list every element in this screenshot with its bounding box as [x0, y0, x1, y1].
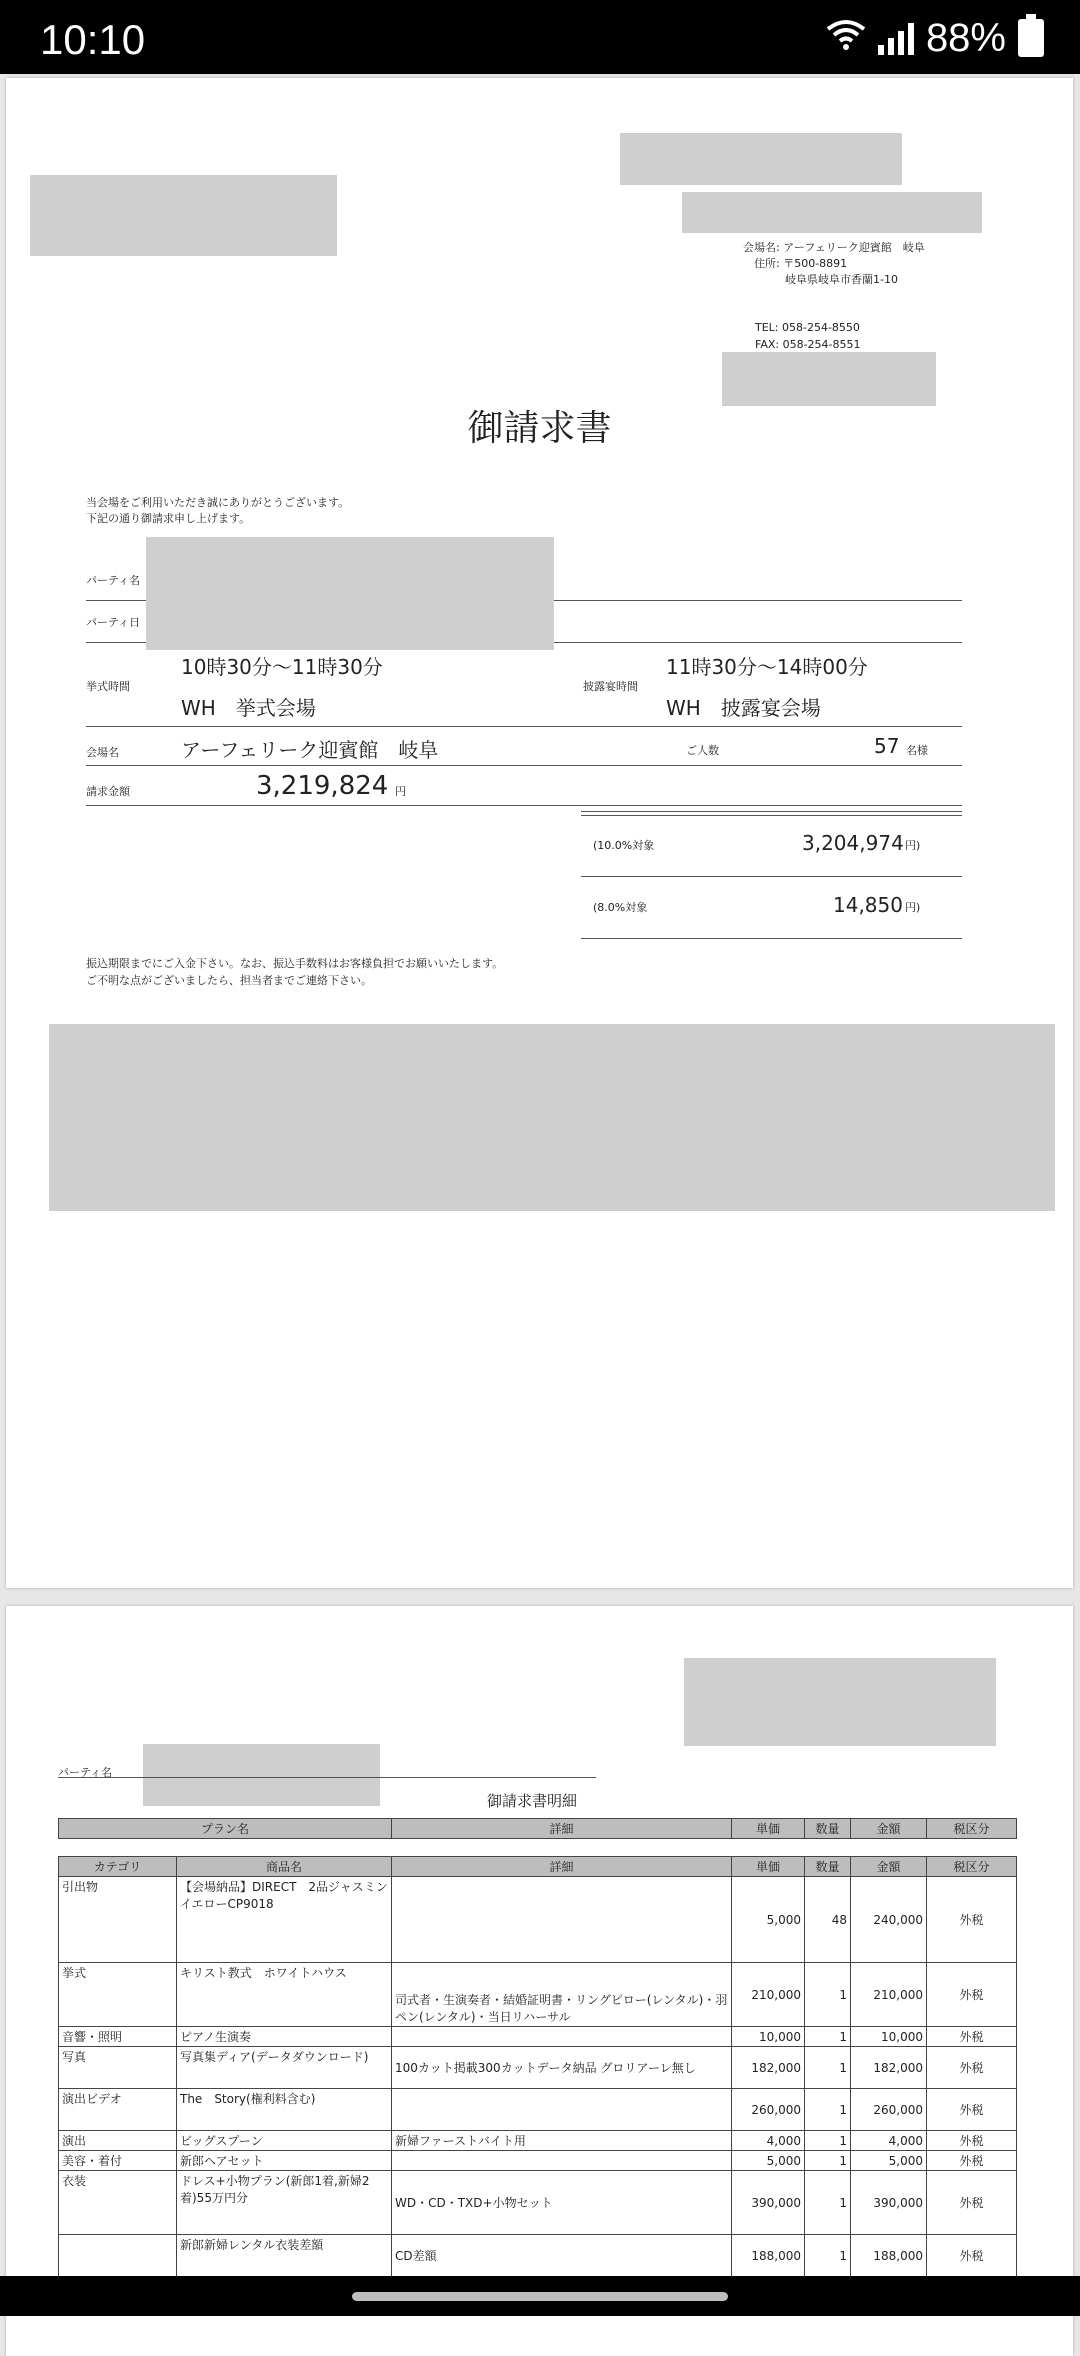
detail-page — [6, 1606, 1073, 2356]
redacted-block — [143, 1744, 380, 1806]
navigation-bar — [0, 2276, 1080, 2316]
column-header: 詳細 — [392, 1857, 732, 1877]
reception-time-label: 披露宴時間 — [583, 680, 638, 693]
venue-name: アーフェリーク迎賓館 岐阜 — [181, 738, 439, 762]
tax8-label: (8.0%対象 — [593, 901, 648, 914]
table-row: 衣装 ドレス+小物プラン(新郎1着,新婦2着)55万円分 WD・CD・TXD+小物セット 390,000 1 390,000 外税 — [59, 2171, 1017, 2235]
table-row: 写真 写真集ディア(データダウンロード) 100カット掲載300カットデータ納品 グロリアーレ無し 182,000 1 182,000 外税 — [59, 2047, 1017, 2089]
tax8-yen: 円) — [905, 901, 921, 914]
tax10-amount: 3,204,974 — [802, 831, 904, 855]
venue-line: 会場名: アーフェリーク迎賓館 岐阜 — [743, 241, 925, 254]
ceremony-time-label: 挙式時間 — [86, 680, 130, 693]
tel: TEL: 058-254-8550 — [755, 321, 860, 334]
column-header: 単価 — [732, 1857, 805, 1877]
greeting-line: 当会場をご利用いただき誠にありがとうございます。 — [86, 496, 350, 509]
redacted-block — [682, 192, 982, 233]
signal-icon — [878, 21, 914, 55]
redacted-block — [30, 175, 337, 256]
guests-unit: 名様 — [906, 744, 928, 757]
column-header: 商品名 — [177, 1857, 392, 1877]
greeting-line-2: 下記の通り御請求申し上げます。 — [86, 512, 251, 525]
detail-title: 御請求書明細 — [487, 1792, 578, 1810]
guests-label: ご人数 — [686, 744, 719, 757]
table-row: 引出物 【会場納品】DIRECT 2品ジャスミンイエローCP9018 5,000 48 240,000 外税 — [59, 1877, 1017, 1963]
status-time: 10:10 — [40, 16, 146, 63]
column-header: 数量 — [805, 1857, 851, 1877]
plan-header-table — [58, 1818, 1017, 1839]
plan-header: 金額 — [851, 1819, 927, 1839]
table-row: 美容・着付 新郎ヘアセット 5,000 1 5,000 外税 — [59, 2151, 1017, 2171]
column-header: カテゴリ — [59, 1857, 177, 1877]
table-row: 新郎新婦レンタル衣装差額 CD差額 188,000 1 188,000 外税 — [59, 2235, 1017, 2277]
party-date-label: パーティ日 — [86, 616, 141, 629]
note-line: 振込期限までにご入金下さい。なお、振込手数料はお客様負担でお願いいたします。 — [86, 957, 504, 970]
plan-header: プラン名 — [59, 1819, 392, 1839]
invoice-page — [6, 78, 1073, 1588]
fax: FAX: 058-254-8551 — [755, 338, 861, 351]
table-row: 演出 ビッグスプーン 新婦ファーストバイト用 4,000 1 4,000 外税 — [59, 2131, 1017, 2151]
detail-table — [58, 1856, 1017, 2277]
tax10-yen: 円) — [905, 839, 921, 852]
status-icons — [826, 16, 1044, 60]
redacted-block — [146, 537, 554, 650]
column-header: 税区分 — [927, 1857, 1017, 1877]
home-gesture-handle[interactable] — [352, 2292, 728, 2301]
redacted-block — [684, 1658, 996, 1746]
invoice-amount: 3,219,824 — [256, 771, 389, 801]
table-row: 演出ビデオ The Story(権利料含む) 260,000 1 260,000 外税 — [59, 2089, 1017, 2131]
address-line: 住所: 〒500-8891 — [754, 257, 848, 270]
invoice-title: 御請求書 — [467, 408, 612, 449]
reception-place: WH 披露宴会場 — [666, 696, 821, 720]
plan-header: 数量 — [805, 1819, 851, 1839]
wifi-icon — [826, 16, 866, 61]
tax10-label: (10.0%対象 — [593, 839, 655, 852]
plan-header: 詳細 — [392, 1819, 732, 1839]
status-bar — [0, 0, 1080, 74]
redacted-block — [722, 352, 936, 406]
tax8-amount: 14,850 — [833, 893, 903, 917]
plan-header: 単価 — [732, 1819, 805, 1839]
battery-icon — [1018, 19, 1044, 57]
plan-header: 税区分 — [927, 1819, 1017, 1839]
yen: 円 — [395, 785, 406, 798]
venue-label: 会場名 — [86, 746, 119, 759]
party-name-label: パーティ名 — [86, 574, 141, 587]
guest-count: 57 — [874, 734, 900, 758]
redacted-block — [620, 133, 902, 185]
reception-time: 11時30分～14時00分 — [666, 655, 868, 679]
address-line-2: 岐阜県岐阜市香蘭1-10 — [785, 273, 898, 286]
redacted-block — [49, 1024, 1055, 1211]
amount-label: 請求金額 — [86, 785, 130, 798]
battery-percent: 88% — [925, 15, 1006, 60]
ceremony-place: WH 挙式会場 — [181, 696, 316, 720]
column-header: 金額 — [851, 1857, 927, 1877]
party-name-label: パーティ名 — [58, 1766, 113, 1779]
table-row: 音響・照明 ピアノ生演奏 10,000 1 10,000 外税 — [59, 2027, 1017, 2047]
table-row: 挙式 キリスト教式 ホワイトハウス 司式者・生演奏者・結婚証明書・リングピロー(レンタル)・羽ペン(レンタル)・当日リハーサル 210,000 1 210,000 外税 — [59, 1963, 1017, 2027]
ceremony-time: 10時30分～11時30分 — [181, 655, 383, 679]
note-line-2: ご不明な点がございましたら、担当者までご連絡下さい。 — [86, 974, 372, 987]
